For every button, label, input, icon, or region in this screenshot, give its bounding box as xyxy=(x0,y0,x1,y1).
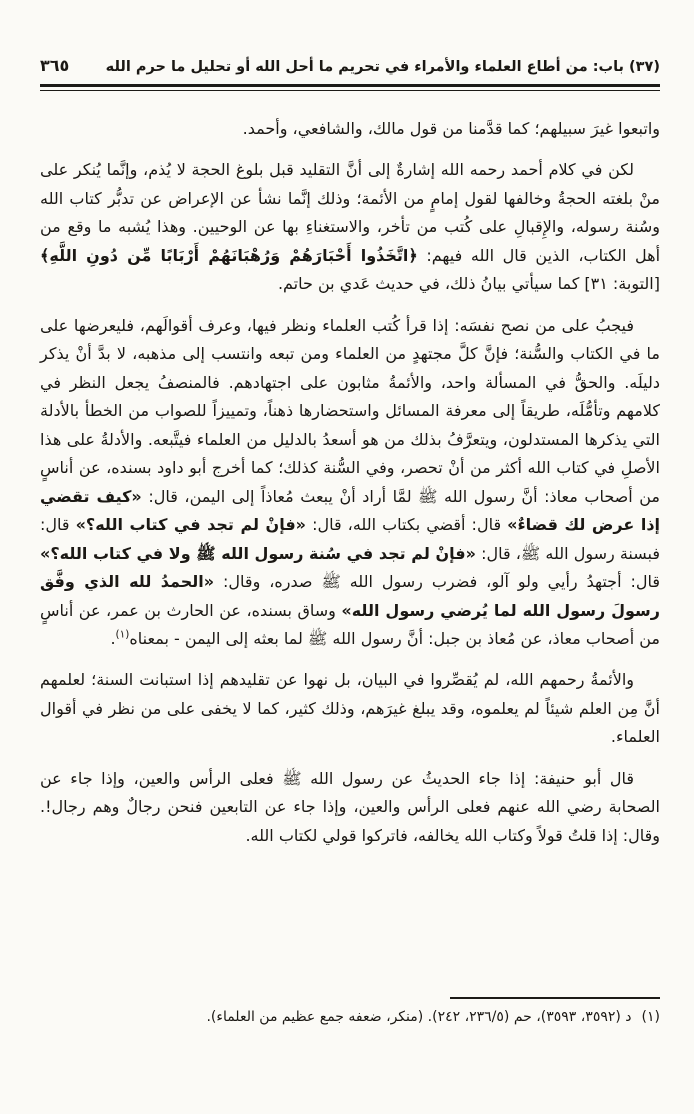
paragraph xyxy=(40,666,660,751)
hadith-quote: «فإنْ لم تجد في كتاب الله؟» xyxy=(75,515,307,535)
text-run: واتبعوا غيرَ سبيلهم؛ كما قدَّمنا من قول مالك، والشافعي، وأحمد. xyxy=(242,119,660,138)
footnote-text: د (٣٥٩٢، ٣٥٩٣)، حم (٢٣٦/٥، ٢٤٢). (منكر، ضعفه جمع عظيم من العلماء). xyxy=(206,1009,632,1025)
text-run: قال: فبسنة رسول الله ﷺ، قال: xyxy=(40,515,661,563)
text-run: قال أبو حنيفة: إذا جاء الحديثُ عن رسول الله ﷺ فعلى الرأس والعين، وإذا جاء عن الصحابة رضي الله عنهم فعلى الرأس والعين، وإذا جاء عن التابعين فنحن رجالٌ وهم رجال!. وقال: إذا قلتُ قولاً وكتاب الله يخالفه، فاتركوا قولي لكتاب الله. xyxy=(40,768,660,845)
text-run: والأئمةُ رحمهم الله، لم يُقصِّروا في البيان، بل نهوا عن تقليدهم إذا استبانت السنة؛ لعلمهم أنَّ مِن العلم شيئاً لم يعلموه، وقد يبلغ غيرَهم، وذلك كثير، كما لا يخفى على من نظر في أقوال العلماء. xyxy=(40,670,660,747)
text-run: . xyxy=(110,628,116,648)
footnote-marker: (١) xyxy=(641,1009,660,1025)
footnote-separator xyxy=(450,997,660,999)
page-header xyxy=(40,56,660,75)
footnote-reference: (١) xyxy=(115,628,130,641)
paragraph xyxy=(40,312,660,654)
hadith-quote: «فإنْ لم تجد في سُنة رسول الله ﷺ ولا في كتاب الله؟» xyxy=(40,543,476,563)
footnote xyxy=(40,1006,660,1028)
header-rule-thick xyxy=(40,84,660,87)
quran-verse: ﴿اتَّخَذُوا أَحْبَارَهُمْ وَرُهْبَانَهُمْ أَرْبَابًا مِّن دُونِ اللَّهِ﴾ xyxy=(40,245,418,265)
chapter-title: (٣٧) باب: من أطاع العلماء والأمراء في تحريم ما أحل الله أو تحليل ما حرم الله xyxy=(105,59,660,75)
text-run: وساق بسنده، عن الحارث بن عمر، عن أناسٍ من أصحاب معاذ، عن مُعاذ بن جبل: أنَّ رسول الله ﷺ لما بعثه إلى اليمن - بمعناه xyxy=(40,600,660,648)
header-rule-thin xyxy=(40,90,660,91)
text-run: قال: أجتهدُ رأيي ولو آلو، فضرب رسول الله ﷺ صدره، وقال: xyxy=(214,572,660,592)
footnote-area xyxy=(40,997,660,1028)
text-run: [التوبة: ٣١] كما سيأتي بيانُ ذلك، في حديث عَدي بن حاتم. xyxy=(277,274,660,294)
hadith-quote: «كيف تقضي إذا عرض لك قضاءٌ» xyxy=(40,486,661,535)
text-run: قال: أقضي بكتاب الله، قال: xyxy=(306,515,508,535)
text-run: فيجبُ على من نصح نفسَه: إذا قرأ كُتب العلماء ونظر فيها، وعرف أقوالَهم، فليعرضها على ما في الكتاب والسُّنة؛ فإنَّ كلَّ مجتهدٍ من العلماء ومن تبعه وانتسب إلى مذهبه، لا بدَّ أنْ يذكر دليلَه. والحقُّ في المسألة واحد، والأئمةُ مثابون على اجتهادهم. فالمنصفُ يجعل النظر في كلامهم وتأمُّلَه، طريقاً إلى معرفة المسائل واستحضارها ذهناً، وتمييزاً للصواب من الخطأ بالأدلة التي يذكرها المستدلون، ويتعرَّفُ بذلك من هو أسعدُ بالدليل من العلماء فيتَّبعه. والأدلةُ على هذا الأصلِ في كتاب الله أكثر من أنْ تحصر، وفي السُّنة كذلك؛ كما أخرج أبو داود بسنده، عن أناسٍ من أصحاب معاذ: أنَّ رسول الله ﷺ لمَّا أراد أنْ يبعث مُعاذاً إلى اليمن، قال: xyxy=(40,315,661,506)
hadith-quote: «الحمدُ لله الذي وفَّق رسولَ رسول الله لما يُرضي رسول الله» xyxy=(40,572,660,620)
page-number: ٣٦٥ xyxy=(40,56,70,75)
paragraph xyxy=(40,115,660,143)
paragraph xyxy=(40,765,660,850)
body-text xyxy=(40,115,660,850)
text-run: لكن في كلام أحمد رحمه الله إشارةٌ إلى أنَّ التقليد قبل بلوغ الحجة لا يُذم، وإنَّما يُنكر على منْ بلغته الحجةُ وخالفها لقول إمامٍ من الأئمة؛ وذلك إنَّما نشأ عن الإعراض عن تدبُّر كتاب الله وسُنة رسوله، والإِقبالِ على كُتب من تأخر، والاستغناءِ بها عن الوحيين. وهذا يُشبه ما وقع من أهل الكتاب، الذين قال الله فيهم: xyxy=(40,160,661,265)
paragraph xyxy=(40,156,660,298)
header-rule xyxy=(40,84,660,91)
